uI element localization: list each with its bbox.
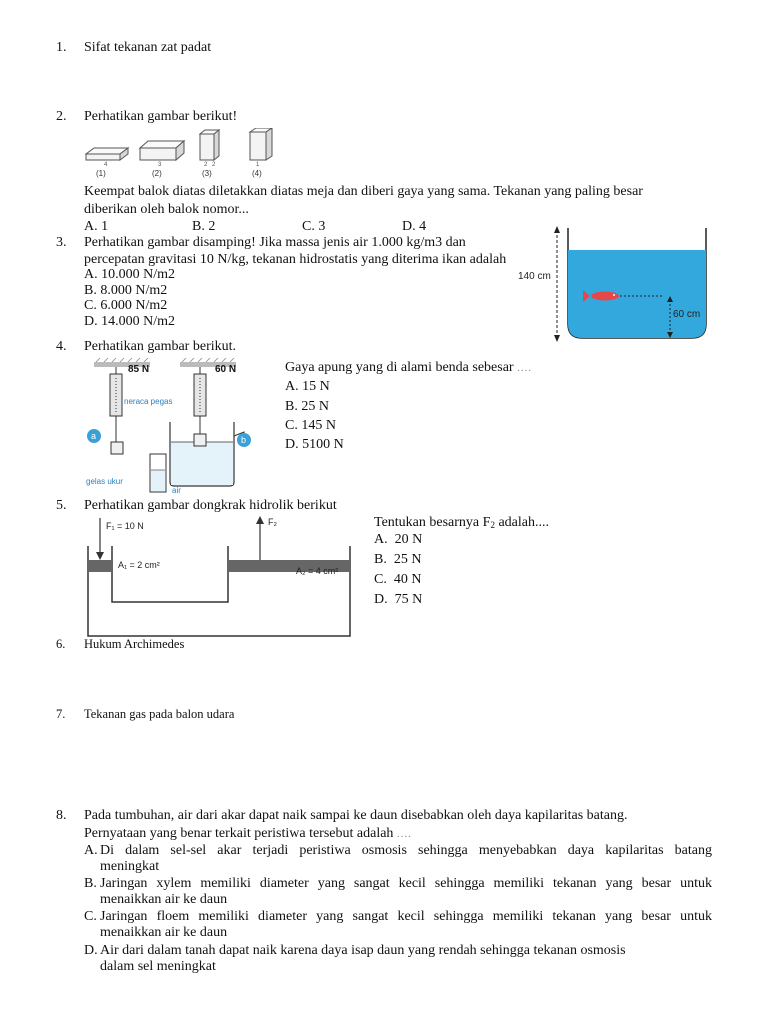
badge-a-label: a [91,431,97,441]
q2-blocks-figure [84,128,284,178]
svg-text:4: 4 [104,162,108,168]
q8-option-b-line1: Jaringan xylem memiliki diameter yang sangat kecil sehingga memiliki tekanan yang besar untuk [100,876,712,891]
q5-option-a: A. 20 N [374,532,423,547]
q4-option-d: D. 5100 N [285,437,344,452]
q3-option-b: B. 8.000 N/m2 [84,283,168,298]
svg-text:2: 2 [204,162,208,168]
q5-a1-label: A₁ = 2 cm² [118,560,160,570]
q2-label-2: (2) [152,169,162,178]
q8-option-a-line1: Di dalam sel-sel akar terjadi peristiwa osmosis sehingga menyebabkan daya kapilaritas batang [100,843,712,858]
badge-b-label: b [241,435,247,445]
q8-option-c-line1: Jaringan floem memiliki diameter yang sangat kecil sehingga memiliki tekanan yang besar untuk [100,909,712,924]
q8-option-d-line2: dalam sel meningkat [100,959,216,974]
q8-option-a-letter: A. [84,843,98,858]
q1-number: 1. [56,40,67,55]
q2-option-d: D. 4 [402,219,427,234]
q3-option-a: A. 10.000 N/m2 [84,267,175,282]
q3-text-line2: percepatan gravitasi 10 N/kg, tekanan hidrostatis yang diterima ikan adalah [84,252,507,267]
object-b [194,434,206,446]
q3-tank-figure [512,226,707,344]
q6-number: 6. [56,637,66,651]
q8-text-line2: Pernyataan yang benar terkait peristiwa tersebut adalah .... [84,826,412,841]
q2-description-line1: Keempat balok diatas diletakkan diatas meja dan diberi gaya yang sama. Tekanan yang paling besar [84,184,643,199]
q8-text-line1: Pada tumbuhan, air dari akar dapat naik sampai ke daun disebabkan oleh daya kapilaritas batang. [84,808,628,823]
q2-option-c: C. 3 [302,219,326,234]
q3-number: 3. [56,235,67,250]
q5-hydraulic-jack-figure [84,512,354,638]
q8-number: 8. [56,808,67,823]
q4-text: Perhatikan gambar berikut. [84,339,237,354]
q2-text: Perhatikan gambar berikut! [84,109,238,124]
q3-option-d: D. 14.000 N/m2 [84,314,175,329]
q7-number: 7. [56,707,66,721]
q2-option-a: A. 1 [84,219,109,234]
q4-water-label: air [172,486,181,495]
q4-question: Gaya apung yang di alami benda sebesar .... [285,360,533,375]
q2-label-4: (4) [252,169,262,178]
q8-option-b-letter: B. [84,876,97,891]
q4-option-b: B. 25 N [285,399,329,414]
piston-1 [88,560,112,572]
q4-number: 4. [56,339,67,354]
q8-option-d-line1: Air dari dalam tanah dapat naik karena daya isap daun yang rendah sehingga tekanan osmosis [100,943,626,958]
q5-question: Tentukan besarnya $F_2$ adalah.... [374,515,549,530]
q5-f2-label: F₂ [268,517,277,527]
q4-option-a: A. 15 N [285,379,330,394]
q4-reading-a: 85 N [128,364,150,375]
q2-option-b: B. 2 [192,219,216,234]
q4-cylinder-label: gelas ukur [86,477,123,486]
object-a [111,442,123,454]
q3-option-c: C. 6.000 N/m2 [84,298,168,313]
q2-label-1: (1) [96,169,106,178]
q4-reading-b: 60 N [215,364,237,375]
q2-description-line2: diberikan oleh balok nomor... [84,202,249,217]
q5-text: Perhatikan gambar dongkrak hidrolik berikut [84,498,337,513]
q8-option-d-letter: D. [84,943,98,958]
svg-text:2: 2 [212,162,216,168]
water-fill [568,250,706,338]
q5-option-b: B. 25 N [374,552,422,567]
q1-text: Sifat tekanan zat padat [84,40,212,55]
q7-text: Tekanan gas pada balon udara [84,707,235,721]
q5-f1-label: F₁ = 10 N [106,521,144,531]
q8-option-b-line2: menaikkan air ke daun [100,892,228,907]
q3-height-label: 140 cm [518,271,551,282]
q2-label-3: (3) [202,169,212,178]
q6-text: Hukum Archimedes [84,637,185,651]
svg-text:3: 3 [158,162,162,168]
svg-text:1: 1 [256,162,260,168]
q5-a2-label: A₂ = 4 cm² [296,566,339,576]
q4-spring-label: neraca pegas [124,397,173,406]
q3-text-line1: Perhatikan gambar disamping! Jika massa jenis air 1.000 kg/m3 dan [84,235,466,250]
q5-option-c: C. 40 N [374,572,422,587]
q8-option-c-letter: C. [84,909,97,924]
q8-option-c-line2: menaikkan air ke daun [100,925,228,940]
q5-option-d: D. 75 N [374,592,423,607]
q5-number: 5. [56,498,67,513]
q4-buoyancy-figure [84,358,279,496]
q2-number: 2. [56,109,67,124]
q8-option-a-line2: meningkat [100,859,160,874]
q3-depth-label: 60 cm [673,309,701,320]
q4-option-c: C. 145 N [285,418,336,433]
